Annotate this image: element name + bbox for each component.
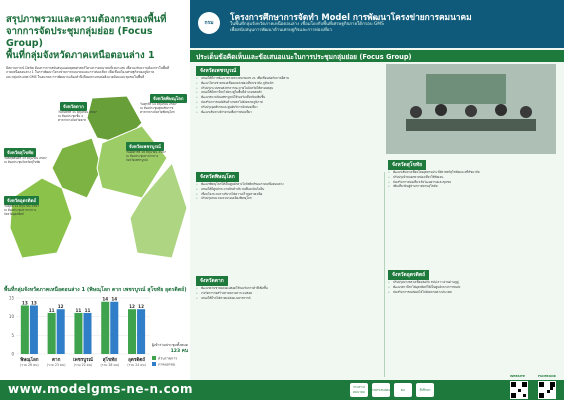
province-detail-tak xyxy=(58,110,114,122)
list-item: • เชื่อมโยงระบบรางกับรถไฟความเร็วสูงสายเหนือ xyxy=(196,192,380,196)
meeting-photo-illustration xyxy=(386,64,556,154)
partner-logo: กระทรวงคมนาคม xyxy=(350,383,368,397)
detail-line: วันพฤหัสบดีที่ 13 มิถุนายน 2567 xyxy=(4,156,47,160)
data-label: 14 xyxy=(102,296,109,302)
data-label: 13 xyxy=(21,300,28,306)
x-tick-label: ตาก xyxy=(52,358,61,363)
detail-line: วันอังคารที่ 18 มิถุนายน 2567 xyxy=(126,150,166,154)
province-label-tak: จังหวัดตาก xyxy=(60,102,87,111)
map-shape-tak xyxy=(10,178,72,258)
list-item: • พัฒนาเส้นทางจักรยานเพื่อการท่องเที่ยว xyxy=(196,110,382,114)
x-tick-label: อุตรดิตถ์ xyxy=(128,358,146,363)
title-line: พื้นที่กลุ่มจังหวัดภาคเหนือตอนล่าง 1 xyxy=(6,50,155,61)
section-list-sukhothai xyxy=(388,170,560,189)
website-qr-code[interactable] xyxy=(510,374,528,399)
panel-header xyxy=(190,50,564,62)
partner-logo: CHOTCHANDA xyxy=(372,383,390,397)
data-label: 11 xyxy=(75,307,82,313)
bar xyxy=(128,309,136,354)
qr-label: WEBSITE xyxy=(510,374,526,378)
subtitle-line: ในพื้นที่กลุ่มจังหวัดภาคเหนือตอนล่าง เชื่อมโยงกับพื้นที่เศรษฐกิจภายใต้กรอบ GMS xyxy=(230,22,384,27)
data-label: 13 xyxy=(30,300,37,306)
list-item: • เสนอให้มีสถานีรถไฟทางคู่ในพื้นที่อำเภอหล่มสัก xyxy=(196,90,382,94)
list-item: • พัฒนาเส้นทางเชื่อมโยงอุทยานประวัติศาสตร์สุโขทัยและศรีสัชนาลัย xyxy=(388,170,560,174)
lead-line: มีสถานการณ์ Delta ต้องการการสนับสนุนแผนยุทธศาสตร์โครงการคมนาคมที่เหมาะสม เพื่อรองรับความต้องการในพื้นที่ xyxy=(6,66,170,70)
x-tick-label: พิษณุโลก xyxy=(20,358,39,363)
x-tick-sublabel: (รวม 24 คน) xyxy=(127,363,146,367)
project-subtitle xyxy=(230,22,560,34)
right-panel xyxy=(190,0,564,380)
main-title xyxy=(6,14,188,62)
website-url[interactable]: www.modelgms-ne-n.com xyxy=(8,382,193,396)
section-list-tak xyxy=(196,286,380,300)
province-detail-phetchabun xyxy=(126,150,186,162)
bar xyxy=(21,305,29,354)
subtitle-line: เพื่อสนับสนุนการพัฒนาด้านเศรษฐกิจและการท่องเที่ยว xyxy=(230,28,332,33)
detail-line: จังหวัดเพชรบูรณ์ xyxy=(126,158,148,162)
list-item: • ปรับปรุงถนนวงแหวนรอบเมืองพิษณุโลก xyxy=(196,196,380,200)
section-tag-tak: จังหวัดตาก xyxy=(196,276,228,286)
data-label: 12 xyxy=(138,304,144,310)
bar xyxy=(137,309,145,354)
lead-paragraph xyxy=(6,66,188,79)
partner-logos xyxy=(350,383,434,397)
legend-swatch xyxy=(152,356,156,360)
column-divider xyxy=(384,172,385,377)
y-tick-label: 0 xyxy=(11,351,14,357)
list-item: • พัฒนาพิษณุโลกให้เป็นศูนย์กลางโลจิสติกส์ของภาคเหนือตอนล่าง xyxy=(196,182,380,186)
province-label-uttaradit: จังหวัดอุตรดิตถ์ xyxy=(4,196,39,205)
partner-logo: DC xyxy=(394,383,412,397)
detail-line: ศาลากลางจังหวัดตาก xyxy=(58,118,87,122)
lead-line: ภาคเหนือตอนล่าง 1 ในการพัฒนาโครงข่ายการคมนาคมและการท่องเที่ยว เพื่อเชื่อมโยงเศรษฐกิจของภูมิภาค xyxy=(6,70,155,75)
province-detail-uttaradit xyxy=(4,204,64,216)
detail-line: วันพุธที่ 12 มิถุนายน 2567 xyxy=(4,204,40,208)
list-item: • ปรับปรุงป้ายบอกทางท่องเที่ยวให้ชัดเจน xyxy=(388,175,560,179)
qr-icon xyxy=(510,381,528,399)
list-item: • พัฒนาสนามบินเพชรบูรณ์ให้รองรับเที่ยวบินเพิ่มขึ้น xyxy=(196,95,382,99)
x-tick-sublabel: (รวม 26 คน) xyxy=(20,363,39,367)
section-list-phitsanulok xyxy=(196,182,380,201)
x-tick-sublabel: (รวม 28 คน) xyxy=(100,363,120,367)
province-label-phetchabun: จังหวัดเพชรบูรณ์ xyxy=(126,142,164,151)
y-tick-label: 5 xyxy=(11,332,14,338)
legend-label: ภาคเอกชน xyxy=(158,362,176,367)
qr-icon xyxy=(538,381,556,399)
title-line: สรุปภาพรวมและความต้องการของพื้นที่ xyxy=(6,14,167,25)
province-label-phitsanulok: จังหวัดพิษณุโลก xyxy=(150,94,187,103)
meeting-photo xyxy=(386,64,556,154)
section-tag-phitsanulok: จังหวัดพิษณุโลก xyxy=(196,172,239,182)
list-item: • ปรับปรุงระบบขนส่งสาธารณะภายในจังหวัดให้ครอบคลุม xyxy=(196,86,382,90)
data-label: 11 xyxy=(84,307,91,313)
data-label: 12 xyxy=(57,304,64,310)
x-tick-label: สุโขทัย xyxy=(102,358,117,363)
section-tag-sukhothai: จังหวัดสุโขทัย xyxy=(388,160,426,170)
participants-bar-chart xyxy=(0,292,190,378)
province-detail-phitsanulok xyxy=(140,102,188,114)
detail-line: ณ ห้องประชุมศาลากลาง xyxy=(4,208,37,212)
partner-logo: ที่ปรึกษา xyxy=(416,383,434,397)
list-item: • ส่งเสริมการขนส่งสินค้าเกษตรไปยังตลาดภูมิภาค xyxy=(196,100,382,104)
province-label-sukhothai: จังหวัดสุโขทัย xyxy=(4,148,36,157)
title-line: จากการจัดประชุมกลุ่มย่อย (Focus Group) xyxy=(6,26,153,49)
detail-line: วันจันทร์ที่ 11 มิถุนายน 2567 xyxy=(58,110,97,114)
list-item: • เพิ่มเที่ยวบินสู่ท่าอากาศยานสุโขทัย xyxy=(388,184,560,188)
list-item: • เสนอให้มีศูนย์กระจายสินค้าบริเวณสี่แยกอินโดจีน xyxy=(196,187,380,191)
total-label: ผู้เข้าร่วมประชุมทั้งหมด xyxy=(151,343,188,347)
detail-line: ณ ห้องประชุมจังหวัดสุโขทัย xyxy=(4,160,41,164)
detail-line: ณ ห้องประชุมพุทธชินราช xyxy=(140,106,174,110)
section-list-uttaradit xyxy=(388,280,560,294)
list-item: • พัฒนาโครงข่ายถนนเชื่อมแหล่งท่องเที่ยวเขาค้อ ภูทับเบิก xyxy=(196,81,382,85)
detail-line: ณ ห้องประชุมศาลากลาง xyxy=(126,154,159,158)
chart-title: พื้นที่กลุ่มจังหวัดภาคเหนือตอนล่าง 1 (พิษณุโลก ตาก เพชรบูรณ์ สุโขทัย อุตรดิตถ์) xyxy=(4,287,187,293)
section-list-phetchabun xyxy=(196,76,382,114)
x-tick-sublabel: (รวม 23 คน) xyxy=(46,363,66,367)
qr-label: FACEBOOK xyxy=(538,374,556,378)
footer-bar xyxy=(0,374,564,400)
bar xyxy=(57,309,65,354)
header-banner xyxy=(190,0,564,48)
list-item: • ปรับปรุงจุดพักรถและศูนย์บริการนักท่องเที่ยว xyxy=(196,105,382,109)
list-item: • ปรับปรุงทางหลวงเชื่อมต่อกับ สปป.ลาว ผ่านด่านภูดู่ xyxy=(388,280,560,284)
left-panel xyxy=(0,0,190,400)
detail-line: ณ ห้องประชุมชั้น 4 xyxy=(58,114,84,118)
total-value: 123 คน xyxy=(170,349,188,354)
list-item: • เสนอให้มีการพัฒนาทางหลวงหมายเลข 21 เพื่อเชื่อมต่อกับภาคอีสาน xyxy=(196,76,382,80)
list-item: • ส่งเสริมการท่องเที่ยวเชิงวัฒนธรรมและชุมชน xyxy=(388,180,560,184)
facebook-qr-code[interactable] xyxy=(538,374,556,399)
data-label: 12 xyxy=(129,304,135,310)
list-item: • เสนอให้มีรถไฟสายแม่สอด-นครสวรรค์ xyxy=(196,296,380,300)
legend-label: ส่วนราชการ xyxy=(158,356,178,361)
list-item: • เร่งรัดการก่อสร้างทางหลวงตาก-แม่สอด xyxy=(196,291,380,295)
list-item: • พัฒนาด่านชายแดนแม่สอดให้รองรับการค้าที่เพิ่มขึ้น xyxy=(196,286,380,290)
data-label: 11 xyxy=(48,307,55,313)
x-tick-label: เพชรบูรณ์ xyxy=(73,358,93,363)
bar xyxy=(101,302,109,354)
section-tag-phetchabun: จังหวัดเพชรบูรณ์ xyxy=(196,66,240,76)
bar xyxy=(83,313,91,354)
detail-line: วันศุกร์ที่ 14 มิถุนายน 2567 xyxy=(140,102,177,106)
bar xyxy=(48,313,56,354)
y-tick-label: 15 xyxy=(8,295,14,301)
lead-line: และกลุ่มประเทศ GMS ในอนาคต การพัฒนาจะต้องคำนึงถึงผลกระทบต่อสิ่งแวดล้อมและชุมชนในพื้นที่ xyxy=(6,74,145,79)
list-item: • ส่งเสริมการขนส่งผลไม้ไปยังตลาดต่างประเทศ xyxy=(388,290,560,294)
detail-line: ศาลากลางจังหวัดพิษณุโลก xyxy=(140,110,175,114)
department-logo: กรม xyxy=(198,12,220,34)
y-tick-label: 10 xyxy=(8,314,14,320)
detail-line: จังหวัดอุตรดิตถ์ xyxy=(4,212,24,216)
bar xyxy=(74,313,82,354)
province-detail-sukhothai xyxy=(4,156,64,164)
data-label: 14 xyxy=(111,296,118,302)
bar xyxy=(30,305,38,354)
x-tick-sublabel: (รวม 22 คน) xyxy=(73,363,93,367)
list-item: • พัฒนาสถานีรถไฟอุตรดิตถ์ให้เป็นศูนย์กลางการขนส่ง xyxy=(388,285,560,289)
project-title: โครงการศึกษาการจัดทำ Model การพัฒนาโครงข่ายการคมนาคม xyxy=(230,12,472,22)
panel-title: ประเด็นข้อคิดเห็นและข้อเสนอแนะในการประชุมกลุ่มย่อย (Focus Group) xyxy=(196,53,412,61)
bar xyxy=(110,302,118,354)
section-tag-uttaradit: จังหวัดอุตรดิตถ์ xyxy=(388,270,429,280)
legend-swatch xyxy=(152,362,156,366)
